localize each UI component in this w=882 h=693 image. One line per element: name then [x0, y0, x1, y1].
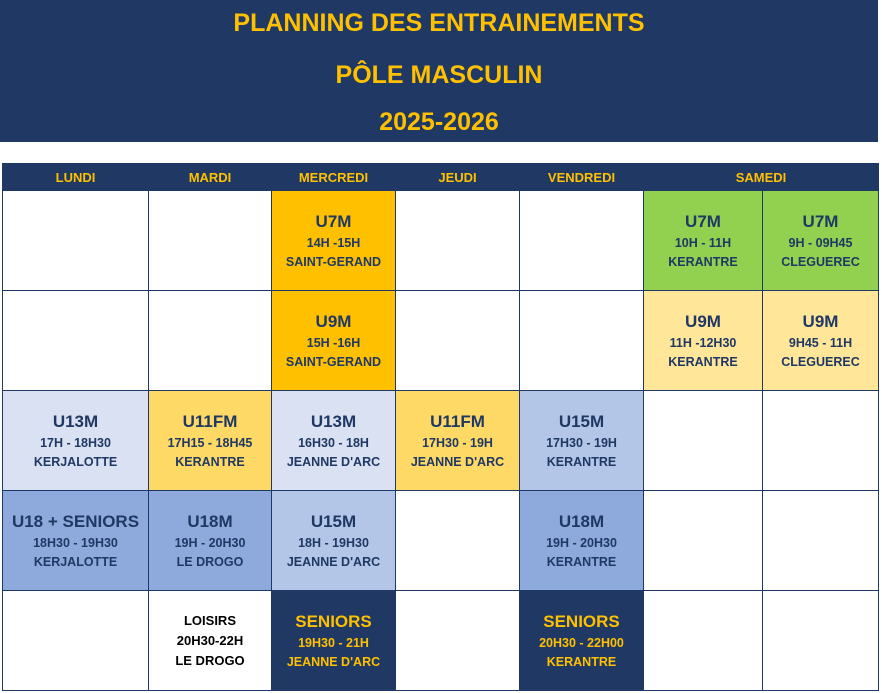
session-place: KERANTRE [546, 554, 617, 569]
session-team: U18M [558, 511, 605, 531]
session-cell [520, 591, 644, 691]
session-place: LE DROGO [175, 652, 245, 668]
table-row [3, 291, 879, 391]
training-schedule-table [2, 163, 879, 691]
day-lundi: LUNDI [3, 164, 149, 191]
session-cell [520, 491, 644, 591]
session-time: 9H - 09H45 [788, 235, 853, 250]
session-place: LE DROGO [176, 554, 244, 569]
session-place: SAINT-GERAND [285, 254, 382, 269]
session-place: KERANTRE [668, 254, 738, 269]
session-team: SENIORS [543, 611, 620, 631]
session-cell [763, 191, 879, 291]
table-row [3, 391, 879, 491]
session-place: KERANTRE [546, 654, 617, 669]
session-cell [149, 491, 272, 591]
session-place: KERANTRE [175, 454, 245, 469]
empty-cell [396, 591, 520, 691]
session-cell [3, 491, 149, 591]
empty-cell [644, 591, 763, 691]
empty-cell [644, 491, 763, 591]
empty-cell [520, 291, 644, 391]
session-place: JEANNE D'ARC [286, 654, 381, 669]
empty-cell [763, 491, 879, 591]
session-time: 9H45 - 11H [788, 335, 853, 350]
session-time: 17H15 - 18H45 [167, 435, 253, 450]
table-row [3, 491, 879, 591]
session-time: 18H30 - 19H30 [33, 535, 118, 550]
session-place: KERANTRE [546, 454, 617, 469]
empty-cell [396, 191, 520, 291]
day-mercredi: MERCREDI [272, 164, 396, 191]
session-team: U13M [52, 411, 99, 431]
session-time: 11H -12H30 [669, 335, 737, 350]
session-team: U7M [802, 211, 839, 231]
session-time: 18H - 19H30 [298, 535, 369, 550]
session-time: 14H -15H [306, 235, 361, 250]
session-team: U9M [315, 311, 352, 331]
session-place: CLEGUEREC [781, 354, 860, 369]
session-time: 15H -16H [306, 335, 361, 350]
session-time: 20H30 - 22H00 [539, 635, 624, 650]
empty-cell [763, 591, 879, 691]
session-place: KERANTRE [668, 354, 738, 369]
session-place: JEANNE D'ARC [286, 554, 381, 569]
session-team: U11FM [182, 411, 238, 431]
session-team: LOISIRS [183, 612, 236, 628]
session-cell [3, 391, 149, 491]
session-cell [272, 191, 396, 291]
session-place: JEANNE D'ARC [286, 454, 381, 469]
session-time: 17H30 - 19H [546, 435, 617, 450]
session-team: U7M [315, 211, 352, 231]
session-time: 10H - 11H [674, 235, 732, 250]
table-row [3, 591, 879, 691]
empty-cell [763, 391, 879, 491]
table-row [3, 191, 879, 291]
session-team: U15M [310, 511, 357, 531]
header-title: PLANNING DES ENTRAINEMENTS [233, 9, 645, 37]
session-cell [272, 291, 396, 391]
header-season: 2025-2026 [379, 108, 499, 136]
empty-cell [3, 291, 149, 391]
session-team: U15M [558, 411, 605, 431]
session-team: U11FM [430, 411, 485, 431]
session-team: U13M [310, 411, 357, 431]
session-cell [644, 291, 763, 391]
session-time: 16H30 - 18H [298, 435, 369, 450]
session-team: U9M [685, 311, 721, 331]
day-mardi: MARDI [149, 164, 272, 191]
empty-cell [396, 291, 520, 391]
session-team: U18 + SENIORS [11, 511, 140, 531]
empty-cell [149, 191, 272, 291]
session-cell [272, 491, 396, 591]
header-subtitle: PÔLE MASCULIN [335, 61, 543, 89]
session-place: SAINT-GERAND [285, 354, 382, 369]
empty-cell [644, 391, 763, 491]
day-header-row [3, 164, 879, 191]
day-jeudi: JEUDI [396, 164, 520, 191]
session-time: 20H30-22H [176, 632, 244, 648]
empty-cell [149, 291, 272, 391]
session-cell [149, 591, 272, 691]
session-team: U18M [187, 511, 233, 531]
session-time: 17H30 - 19H [422, 435, 493, 450]
empty-cell [3, 191, 149, 291]
session-cell [149, 391, 272, 491]
session-team: SENIORS [295, 611, 372, 631]
session-cell [520, 391, 644, 491]
session-cell [644, 191, 763, 291]
session-cell [763, 291, 879, 391]
session-time: 17H - 18H30 [40, 435, 111, 450]
session-cell [396, 391, 520, 491]
session-time: 19H - 20H30 [174, 535, 246, 550]
empty-cell [520, 191, 644, 291]
session-place: KERJALOTTE [33, 454, 118, 469]
session-cell [272, 391, 396, 491]
session-time: 19H - 20H30 [546, 535, 617, 550]
page-header [0, 0, 878, 142]
session-time: 19H30 - 21H [298, 635, 369, 650]
session-place: KERJALOTTE [33, 554, 118, 569]
session-team: U7M [685, 211, 721, 231]
session-team: U9M [802, 311, 839, 331]
session-cell [272, 591, 396, 691]
empty-cell [396, 491, 520, 591]
session-place: CLEGUEREC [781, 254, 860, 269]
session-place: JEANNE D'ARC [410, 454, 505, 469]
day-samedi: SAMEDI [644, 164, 879, 191]
day-vendredi: VENDREDI [520, 164, 644, 191]
empty-cell [3, 591, 149, 691]
